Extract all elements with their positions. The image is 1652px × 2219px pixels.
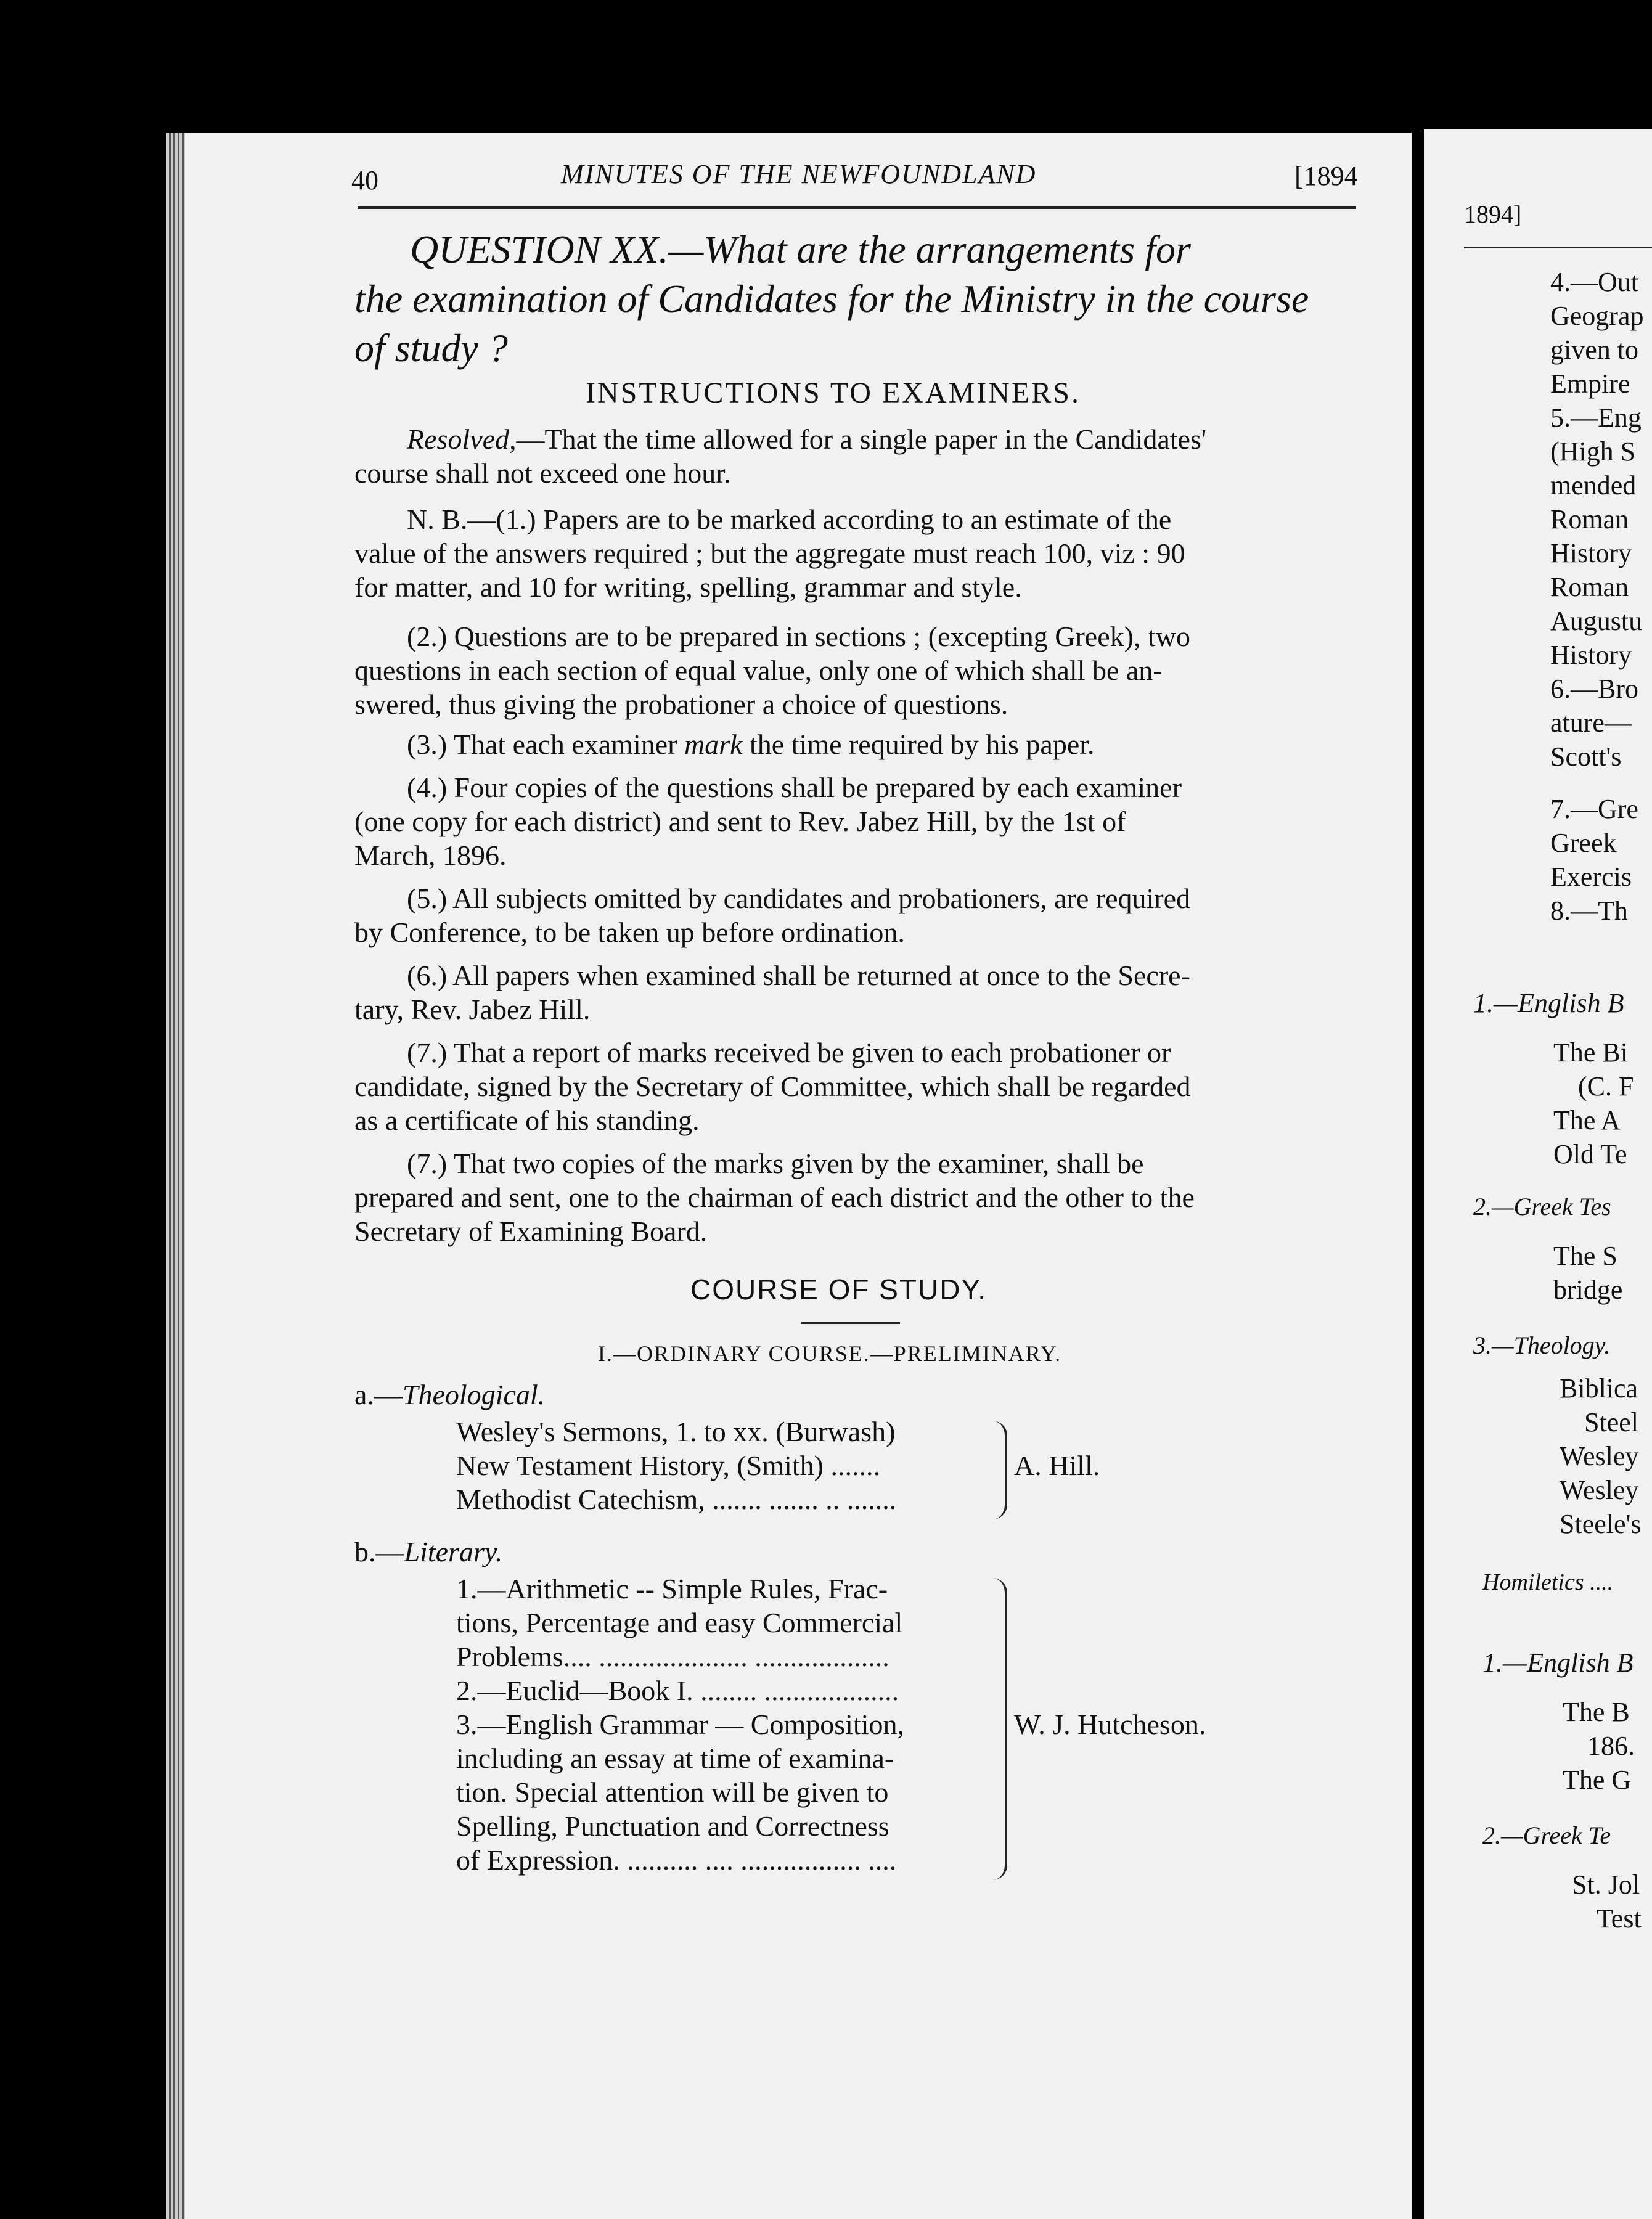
- right-line: History: [1550, 640, 1632, 670]
- right-line: 5.—Eng: [1550, 403, 1642, 433]
- item7a-line-3: as a certificate of his standing.: [354, 1105, 700, 1136]
- instructions-heading: INSTRUCTIONS TO EXAMINERS.: [586, 377, 1081, 409]
- right-line: given to: [1550, 335, 1638, 365]
- right-line: Empire: [1550, 369, 1630, 399]
- section-a-heading: [354, 1378, 545, 1412]
- item2-line-3: swered, thus giving the probationer a choice of questions.: [354, 689, 1008, 720]
- right-line: 186.: [1587, 1731, 1635, 1761]
- item7b-line-3: Secretary of Examining Board.: [354, 1216, 708, 1247]
- right-line: (High S: [1550, 436, 1636, 467]
- a-examiner: A. Hill.: [1014, 1450, 1100, 1481]
- right-line: Scott's: [1550, 742, 1622, 772]
- b-item-line-6: including an essay at time of examina-: [456, 1743, 894, 1774]
- page-edge: [166, 133, 185, 2219]
- a-item-1: Wesley's Sermons, 1. to xx. (Burwash): [456, 1416, 896, 1447]
- right-line: Steel: [1584, 1407, 1638, 1437]
- item7b-line-2: prepared and sent, one to the chairman of each district and the other to the: [354, 1182, 1195, 1213]
- right-line: The B: [1563, 1697, 1630, 1727]
- item5-line-1: (5.) All subjects omitted by candidates and probationers, are required: [407, 883, 1190, 914]
- left-page: [185, 133, 1412, 2219]
- resolved-label: Resolved,: [407, 423, 517, 455]
- right-line: Steele's: [1560, 1509, 1642, 1539]
- question-line-2: the examination of Candidates for the Ministry in the course: [354, 277, 1309, 321]
- section-b-label: b.—: [354, 1536, 404, 1567]
- nb-line-2: value of the answers required ; but the aggregate must reach 100, viz : 90: [354, 537, 1185, 569]
- item3-mark: mark: [684, 729, 743, 760]
- right-line: Biblica: [1560, 1373, 1638, 1404]
- right-line: 6.—Bro: [1550, 674, 1638, 704]
- course-rule: [801, 1322, 900, 1324]
- ordinary-heading: I.—ORDINARY COURSE.—PRELIMINARY.: [598, 1341, 1062, 1366]
- right-line: Geograp: [1550, 301, 1644, 331]
- item7a-line-2: candidate, signed by the Secretary of Committee, which shall be regarded: [354, 1071, 1191, 1102]
- resolved-line-1: [407, 422, 1206, 456]
- item7a-line-1: (7.) That a report of marks received be given to each probationer or: [407, 1037, 1171, 1068]
- a-item-2: New Testament History, (Smith) .......: [456, 1450, 880, 1481]
- b-item-line-3: Problems.... ..................... ...................: [456, 1641, 889, 1672]
- item5-line-2: by Conference, to be taken up before ordination.: [354, 917, 905, 948]
- right-heading: Homiletics ....: [1482, 1569, 1614, 1595]
- right-line: History: [1550, 538, 1632, 568]
- a-brace: [992, 1421, 1007, 1519]
- course-heading: COURSE OF STUDY.: [690, 1273, 987, 1306]
- question-line-1: QUESTION XX.—What are the arrangements for: [410, 227, 1191, 271]
- right-line: (C. F: [1578, 1071, 1634, 1101]
- b-item-line-7: tion. Special attention will be given to: [456, 1776, 889, 1808]
- header-rule: [358, 206, 1356, 209]
- item7b-line-1: (7.) That two copies of the marks given by the examiner, shall be: [407, 1148, 1144, 1179]
- right-heading: 2.—Greek Tes: [1473, 1193, 1611, 1220]
- item4-line-3: March, 1896.: [354, 840, 507, 871]
- b-item-line-2: tions, Percentage and easy Commercial: [456, 1607, 903, 1638]
- item2-line-2: questions in each section of equal value, only one of which shall be an-: [354, 655, 1163, 686]
- right-line: St. Jol: [1572, 1870, 1640, 1900]
- right-header-rule: [1464, 247, 1652, 248]
- resolved-line-2: course shall not exceed one hour.: [354, 457, 731, 489]
- right-line: mended: [1550, 470, 1637, 501]
- right-line: bridge: [1553, 1275, 1623, 1305]
- right-line: Wesley: [1560, 1475, 1639, 1505]
- item2-line-1: (2.) Questions are to be prepared in sections ; (excepting Greek), two: [407, 621, 1190, 652]
- right-heading: 1.—English B: [1482, 1648, 1634, 1678]
- right-page: [1424, 129, 1652, 2219]
- b-item-line-4: 2.—Euclid—Book I. ........ ...................: [456, 1675, 899, 1706]
- right-line: The S: [1553, 1241, 1617, 1271]
- section-a-label: a.—: [354, 1379, 403, 1410]
- section-a-title: Theological.: [402, 1379, 546, 1410]
- right-heading: 1.—English B: [1473, 988, 1624, 1018]
- right-line: Augustu: [1550, 606, 1643, 636]
- right-line: The A: [1553, 1105, 1621, 1135]
- question-line-3: of study ?: [354, 326, 508, 370]
- right-line: Greek: [1550, 828, 1617, 858]
- running-title: MINUTES OF THE NEWFOUNDLAND: [561, 159, 1037, 189]
- item4-line-1: (4.) Four copies of the questions shall be prepared by each examiner: [407, 772, 1182, 803]
- a-item-3: Methodist Catechism, ....... ....... .. .......: [456, 1484, 897, 1515]
- right-line: Old Te: [1553, 1139, 1627, 1169]
- header-year: [1894: [1294, 161, 1358, 191]
- right-heading: 3.—Theology.: [1473, 1331, 1611, 1359]
- right-line: Wesley: [1560, 1441, 1639, 1471]
- b-examiner: W. J. Hutcheson.: [1014, 1709, 1206, 1740]
- item4-line-2: (one copy for each district) and sent to Rev. Jabez Hill, by the 1st of: [354, 806, 1126, 837]
- b-item-line-5: 3.—English Grammar — Composition,: [456, 1709, 905, 1740]
- right-line: Exercis: [1550, 862, 1632, 892]
- right-line: 8.—Th: [1550, 896, 1628, 926]
- right-line: Roman: [1550, 504, 1629, 534]
- right-line: Test: [1597, 1903, 1642, 1934]
- right-line: The Bi: [1553, 1037, 1628, 1068]
- page-number: 40: [351, 165, 378, 195]
- right-line: ature—: [1550, 708, 1632, 738]
- b-item-line-1: 1.—Arithmetic -- Simple Rules, Frac-: [456, 1573, 888, 1604]
- right-line: The G: [1563, 1765, 1632, 1795]
- b-item-line-8: Spelling, Punctuation and Correctness: [456, 1810, 889, 1842]
- right-heading: 2.—Greek Te: [1482, 1821, 1611, 1849]
- item3-line: [407, 727, 1095, 761]
- nb-line-1: N. B.—(1.) Papers are to be marked according to an estimate of the: [407, 504, 1172, 535]
- section-b-title: Literary.: [404, 1536, 503, 1567]
- right-header-year: 1894]: [1464, 200, 1522, 228]
- right-line: Roman: [1550, 572, 1629, 602]
- item6-line-2: tary, Rev. Jabez Hill.: [354, 994, 591, 1025]
- b-item-line-9: of Expression. .......... .... ................. ....: [456, 1844, 897, 1876]
- b-brace: [992, 1578, 1007, 1880]
- right-line: 7.—Gre: [1550, 794, 1638, 824]
- right-line: 4.—Out: [1550, 267, 1638, 297]
- resolved-text: —That the time allowed for a single paper in the Candidates': [516, 423, 1207, 455]
- section-b-heading: [354, 1535, 502, 1569]
- item3-post: the time required by his paper.: [742, 729, 1095, 760]
- item3-pre: (3.) That each examiner: [407, 729, 684, 760]
- item6-line-1: (6.) All papers when examined shall be returned at once to the Secre-: [407, 960, 1190, 991]
- nb-line-3: for matter, and 10 for writing, spelling, grammar and style.: [354, 571, 1022, 603]
